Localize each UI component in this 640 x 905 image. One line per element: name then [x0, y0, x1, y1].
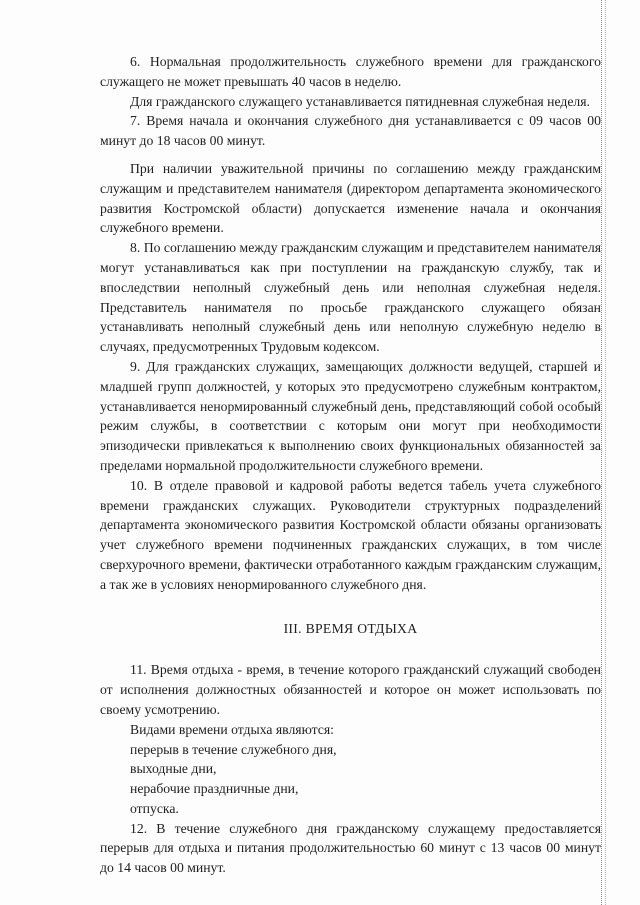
rest-type-item: отпуска. — [130, 800, 179, 816]
paragraph-10: 10. В отделе правовой и кадровой работы ведется табель учета служебного времени гражданских служащих. Руководители структурных подразделений департамента экономического развития Костромской области обязаны организовать учет служебного времени подчиненных гражданских служащих, в том числе сверхурочного времени, фактически отработанного каждым гражданским служащим, а так же в условиях ненормированного служебного дня. — [100, 477, 601, 592]
paragraph-7-change: При наличии уважительной причины по соглашению между гражданским служащим и представителем нанимателя (директором департамента экономического развития Костромской области) допускается изменение начала и окончания служебного времени. — [100, 160, 601, 236]
paragraph-7: 7. Время начала и окончания служебного дня устанавливается с 09 часов 00 минут до 18 часов 00 минут. — [100, 113, 601, 149]
scan-edge-line — [601, 0, 606, 905]
paragraph-6-week: Для гражданского служащего устанавливается пятидневная служебная неделя. — [130, 93, 590, 109]
section-heading: III. ВРЕМЯ ОТДЫХА — [283, 620, 418, 636]
paragraph-11: 11. Время отдыха - время, в течение которого гражданский служащий свободен от исполнения должностных обязанностей и которое он может использовать по своему усмотрению. — [100, 662, 601, 717]
rest-types-intro: Видами времени отдыха являются: — [130, 721, 334, 737]
rest-type-item: выходные дни, — [130, 761, 217, 777]
paragraph-9: 9. Для гражданских служащих, замещающих должности ведущей, старшей и младшей групп должностей, у которых это предусмотрено служебным контрактом, устанавливается ненормированный служебный день, представляющий собой особый режим службы, в соответствии с которым они могут при необходимости эпизодически привлекаться к выполнению своих функциональных обязанностей за пределами нормальной продолжительности служебного времени. — [100, 358, 601, 473]
paragraph-8: 8. По соглашению между гражданским служащим и представителем нанимателя могут устанавливаться как при поступлении на гражданскую службу, так и впоследствии неполный служебный день или неполная служебная неделя. Представитель нанимателя по просьбе гражданского служащего обязан устанавливать неполный служебный день или неполную служебную неделю в случаях, предусмотренных Трудовым кодексом. — [100, 240, 601, 355]
paragraph-12: 12. В течение служебного дня гражданскому служащему предоставляется перерыв для отдыха и питания продолжительностью 60 минут с 13 часов 00 минут до 14 часов 00 минут. — [100, 820, 601, 876]
rest-type-item: нерабочие праздничные дни, — [130, 781, 299, 797]
paragraph-6: 6. Нормальная продолжительность служебного времени для гражданского служащего не может превышать 40 часов в неделю. — [100, 54, 601, 89]
rest-type-item: перерыв в течение служебного дня, — [130, 741, 337, 757]
document-body — [100, 52, 601, 878]
